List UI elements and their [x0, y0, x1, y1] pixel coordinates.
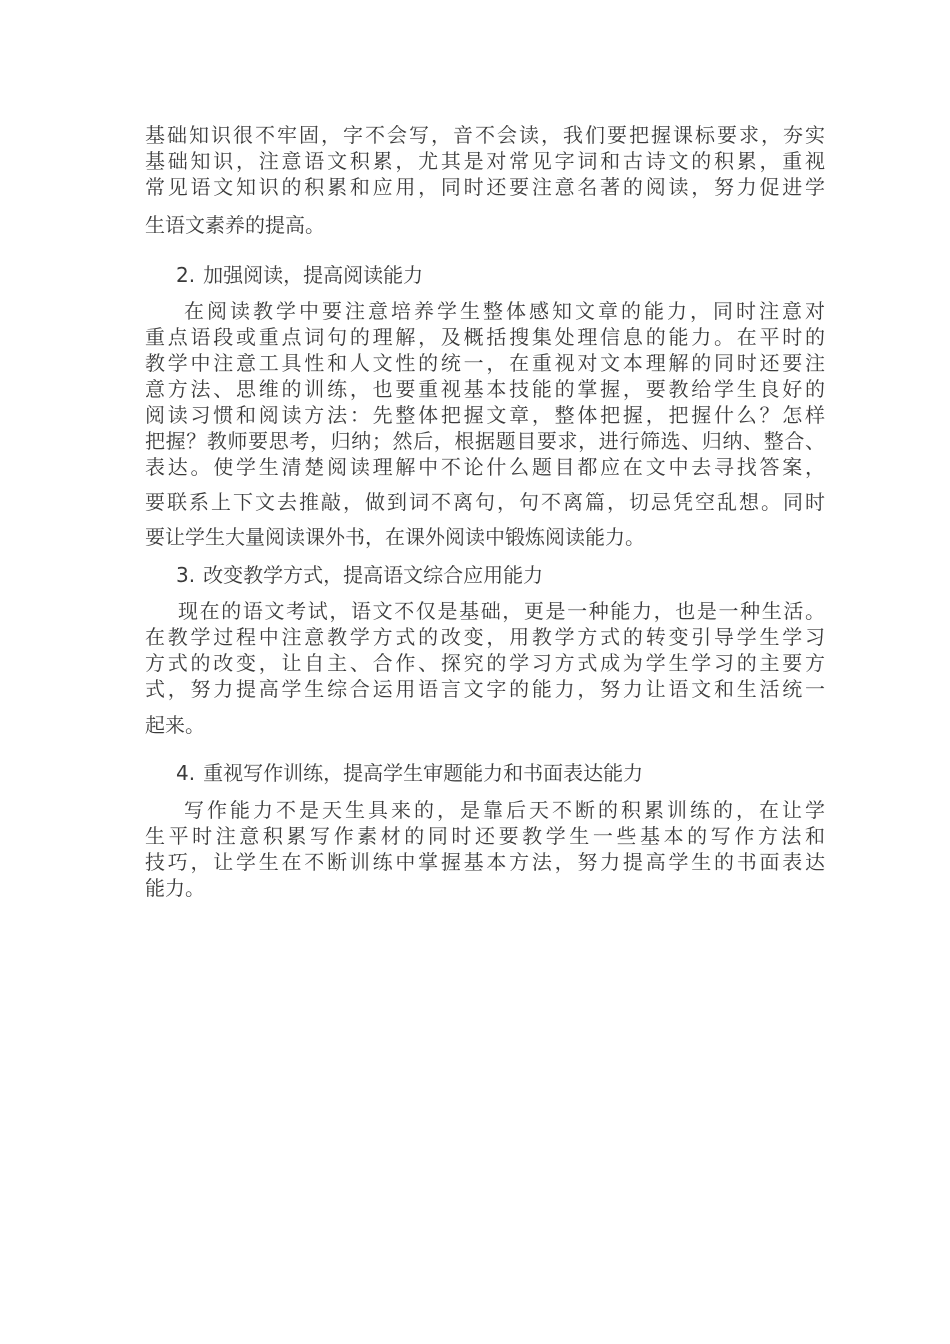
paragraph-line: 把握？教师要思考，归纳；然后，根据题目要求，进行筛选、归纳、整合、	[145, 429, 825, 453]
paragraph-line: 写作能力不是天生具来的，是靠后天不断的积累训练的，在让学	[184, 798, 825, 822]
paragraph-line: 生平时注意积累写作素材的同时还要教学生一些基本的写作方法和	[145, 824, 825, 848]
paragraph-line: 要联系上下文去推敲，做到词不离句，句不离篇，切忌凭空乱想。同时	[145, 490, 825, 514]
paragraph-line: 阅读习惯和阅读方法：先整体把握文章，整体把握，把握什么？怎样	[145, 403, 825, 427]
section-heading-4	[176, 760, 643, 786]
paragraph-line: 常见语文知识的积累和应用，同时还要注意名著的阅读，努力促进学	[145, 175, 825, 199]
paragraph-line: 能力。	[145, 876, 205, 900]
paragraph-line: 起来。	[145, 713, 205, 737]
paragraph-line: 式，努力提高学生综合运用语言文字的能力，努力让语文和生活统一	[145, 677, 825, 701]
paragraph-line: 在阅读教学中要注意培养学生整体感知文章的能力，同时注意对	[184, 299, 825, 323]
section-title: 重视写作训练，提高学生审题能力和书面表达能力	[203, 761, 644, 785]
paragraph-line: 要让学生大量阅读课外书，在课外阅读中锻炼阅读能力。	[145, 525, 645, 549]
paragraph-line: 表达。使学生清楚阅读理解中不论什么题目都应在文中去寻找答案，	[145, 455, 825, 479]
section-number: 2.	[176, 263, 196, 287]
paragraph-line: 技巧，让学生在不断训练中掌握基本方法，努力提高学生的书面表达	[145, 850, 825, 874]
paragraph-line: 基础知识，注意语文积累，尤其是对常见字词和古诗文的积累，重视	[145, 149, 825, 173]
paragraph-line: 教学中注意工具性和人文性的统一，在重视对文本理解的同时还要注	[145, 351, 825, 375]
paragraph-line: 重点语段或重点词句的理解，及概括搜集处理信息的能力。在平时的	[145, 325, 825, 349]
section-number: 4.	[176, 761, 196, 785]
section-heading-3	[176, 562, 543, 588]
section-number: 3.	[176, 563, 196, 587]
paragraph-line: 在教学过程中注意教学方式的改变，用教学方式的转变引导学生学习	[145, 625, 825, 649]
paragraph-line: 基础知识很不牢固，字不会写，音不会读，我们要把握课标要求，夯实	[145, 123, 825, 147]
paragraph-line: 意方法、思维的训练，也要重视基本技能的掌握，要教给学生良好的	[145, 377, 825, 401]
paragraph-line: 方式的改变，让自主、合作、探究的学习方式成为学生学习的主要方	[145, 651, 825, 675]
section-title: 改变教学方式，提高语文综合应用能力	[203, 563, 544, 587]
paragraph-line: 现在的语文考试，语文不仅是基础，更是一种能力，也是一种生活。	[178, 599, 825, 623]
paragraph-line: 生语文素养的提高。	[145, 213, 325, 237]
section-title: 加强阅读，提高阅读能力	[203, 263, 424, 287]
section-heading-2	[176, 262, 423, 288]
